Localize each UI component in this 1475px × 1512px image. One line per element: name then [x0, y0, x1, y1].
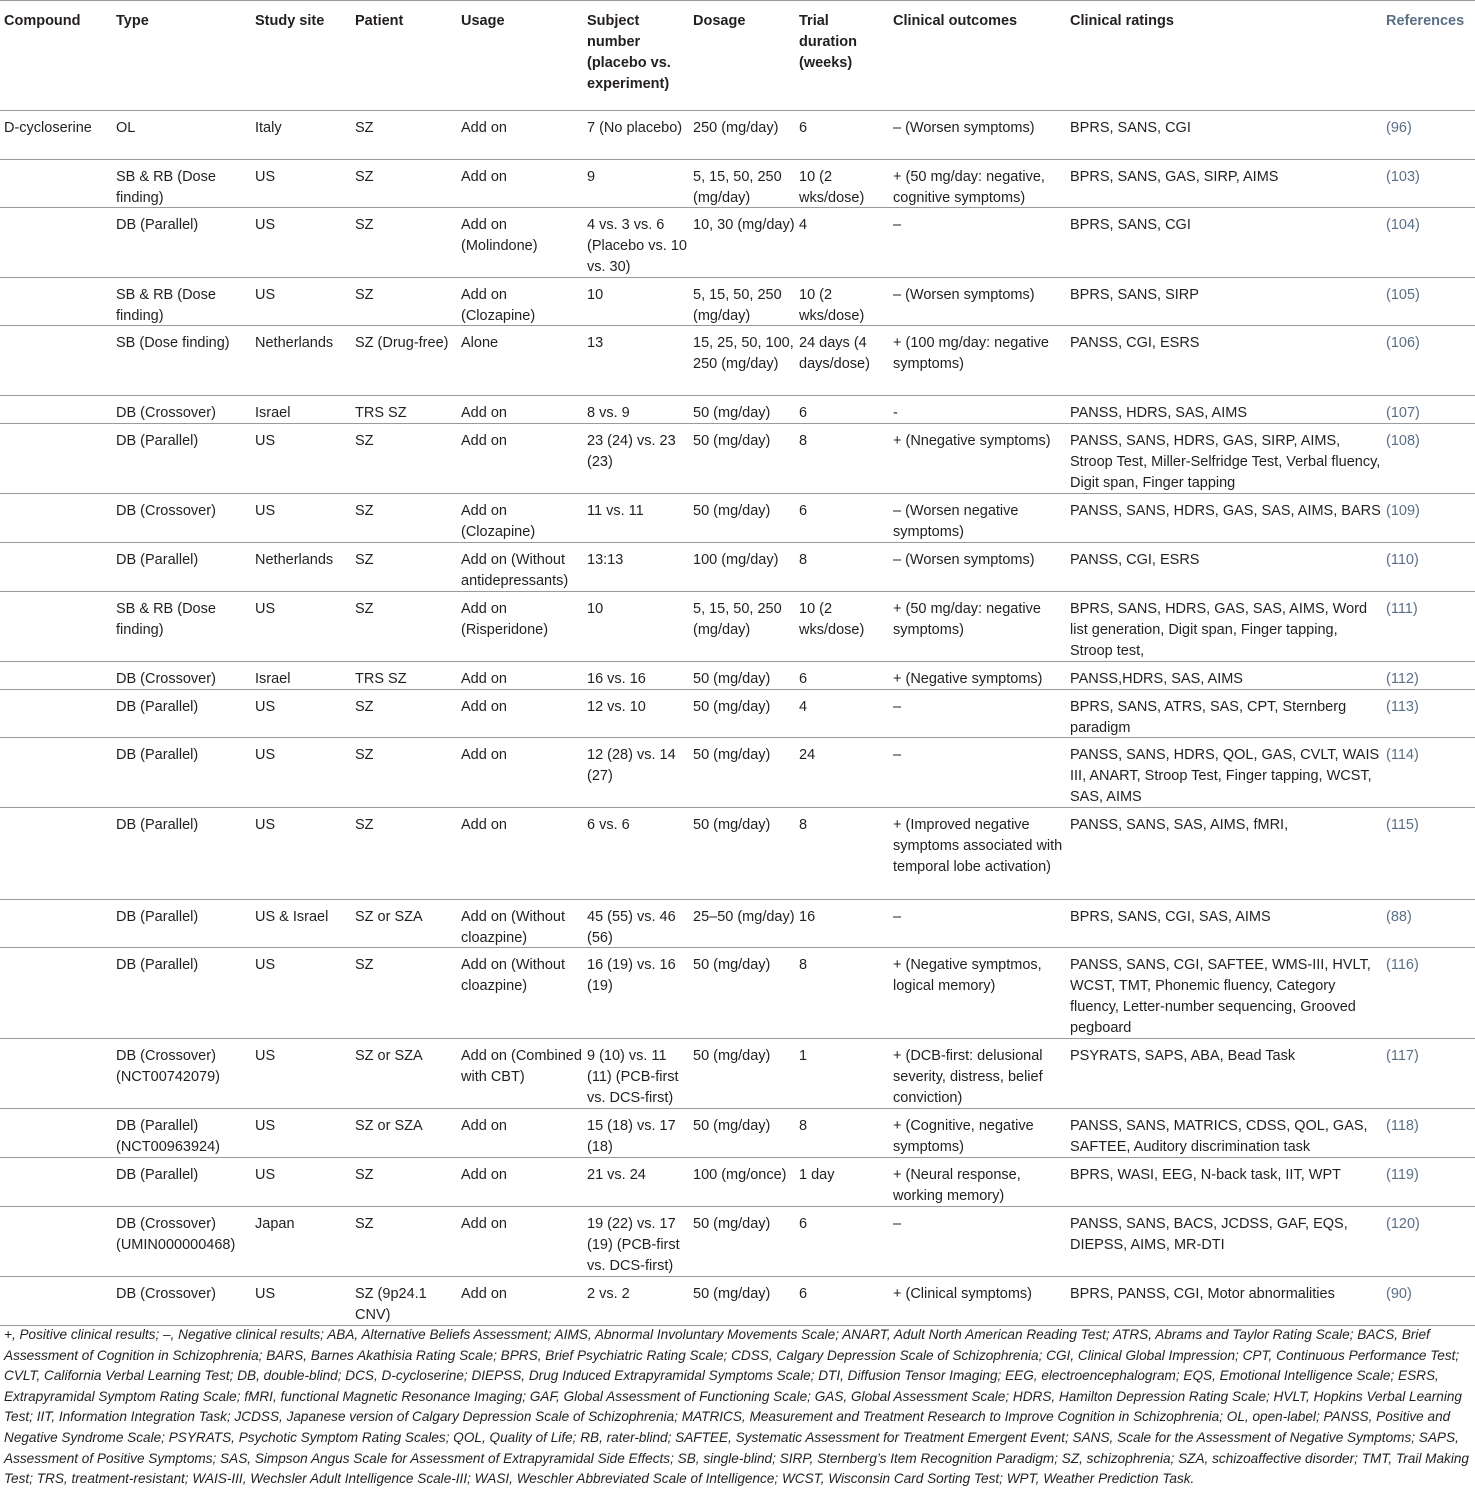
cell-clinical-ratings: BPRS, SANS, SIRP [1070, 287, 1199, 303]
cell-study-site: Israel [255, 671, 291, 687]
cell-patient: SZ [355, 169, 374, 185]
cell-type: DB (Parallel) [116, 433, 199, 449]
table-footnote: +, Positive clinical results; –, Negative clinical results; ABA, Alternative Beliefs Assessment; AIMS, Abnormal Involuntary Movements Scale; ANART, Adult North American Reading Test; ATRS, Abrams and Taylor Rating Scale; BACS, Brief Assessment of Cognition in Schizophrenia; BARS, Barnes Akathisia Rating Scale; BPRS, Brief Psychiatric Rating Scale; CDSS, Calgary Depression Scale of Schizophrenia; CGI, Clinical Global Impression; CPT, Continuous Performance Test; CVLT, California Verbal Learning Test; DB, double-blind; DCS, D-cycloserine; DIEPSS, Drug Induced Extrapyramidal Symptoms Scale; DTI, Diffusion Tensor Imaging; EEG, electroencephalogram; EQS, Emotional Intelligence Scale; ESRS, Extrapyramidal Symptom Rating Scale; fMRI, functional Magnetic Resonance Imaging; GAF, Global Assessment of Functioning Scale; GAS, Global Assessment Scale; HDRS, Hamilton Depression Rating Scale; HVLT, Hopkins Verbal Learning Test; IIT, Information Integration Task; JCDSS, Japanese version of Calgary Depression Scale of Schizophrenia; MATRICS, Measurement and Treatment Research to Improve Cognition in Schizophrenia; OL, open-label; PANSS, Positive and Negative Syndrome Scale; PSYRATS, Psychotic Symptom Rating Scales; QOL, Quality of Life; RB, rater-blind; SAFTEE, Systematic Assessment for Treatment Emergent Event; SANS, Scale for the Assessment of Negative Symptoms; SAPS, Assessment of Positive Symptoms; SAS, Simpson Angus Scale for Assessment of Extrapyramidal Side Effects; SB, single-blind; SIRP, Sternberg’s Item Recognition Paradigm; SZ, schizophrenia; SZA, schizoaffective disorder; TMT, Trail Making Test; TRS, treatment-resistant; WAIS-III, Wechsler Adult Intelligence Scale-III; WASI, Weschler Abbreviated Scale of Intelligence; WCST, Wisconsin Card Sorting Test; WPT, Weather Prediction Task. [4, 1327, 1469, 1487]
cell-study-site: US [255, 433, 276, 449]
cell-dosage: 100 (mg/once) [693, 1167, 787, 1183]
cell-dosage: 5, 15, 50, 250 (mg/day) [693, 169, 782, 206]
cell-dosage: 50 (mg/day) [693, 1118, 771, 1134]
cell-clinical-ratings: PANSS, SANS, HDRS, QOL, GAS, CVLT, WAIS III, ANART, Stroop Test, Finger tapping, WCST, SAS, AIMS [1070, 747, 1380, 805]
cell-type: DB (Parallel) (NCT00963924) [116, 1118, 220, 1155]
table-row [0, 591, 1475, 661]
cell-study-site: US [255, 1286, 276, 1302]
cell-type: DB (Parallel) [116, 552, 199, 568]
cell-type: SB & RB (Dose finding) [116, 169, 216, 206]
cell-compound: D-cycloserine [4, 120, 92, 136]
cell-subject-number: 15 (18) vs. 17 (18) [587, 1118, 676, 1155]
cell-usage: Add on [461, 405, 507, 421]
cell-trial-duration: 6 [799, 503, 808, 519]
cell-study-site: US [255, 1048, 276, 1064]
cell-patient: SZ [355, 1167, 374, 1183]
cell-clinical-outcomes: – (Worsen symptoms) [893, 120, 1035, 136]
cell-usage: Add on (Risperidone) [461, 601, 549, 638]
cell-study-site: Israel [255, 405, 291, 421]
cell-reference[interactable]: References [1386, 13, 1465, 29]
cell-trial-duration: 6 [799, 405, 808, 421]
cell-clinical-outcomes: + (DCB-first: delusional severity, distress, belief conviction) [893, 1048, 1043, 1106]
cell-reference[interactable]: (115) [1386, 817, 1419, 833]
cell-dosage: 50 (mg/day) [693, 503, 771, 519]
cell-patient: SZ [355, 503, 374, 519]
cell-patient: SZ [355, 601, 374, 617]
cell-subject-number: 6 vs. 6 [587, 817, 630, 833]
cell-study-site: US [255, 601, 276, 617]
cell-trial-duration: 8 [799, 433, 808, 449]
cell-type: DB (Parallel) [116, 957, 199, 973]
cell-reference[interactable]: (114) [1386, 747, 1419, 763]
cell-subject-number: 16 (19) vs. 16 (19) [587, 957, 676, 994]
cell-type: DB (Crossover) [116, 671, 216, 687]
cell-reference[interactable]: (104) [1386, 217, 1420, 233]
cell-study-site: US [255, 817, 276, 833]
cell-patient: SZ or SZA [355, 1048, 423, 1064]
cell-clinical-outcomes: + (Clinical symptoms) [893, 1286, 1032, 1302]
cell-reference[interactable]: (110) [1386, 552, 1419, 568]
cell-study-site: Japan [255, 1216, 295, 1232]
cell-study-site: US [255, 1167, 276, 1183]
cell-type: DB (Crossover) [116, 503, 216, 519]
table-row [0, 325, 1475, 395]
cell-clinical-outcomes: + (100 mg/day: negative symptoms) [893, 335, 1049, 372]
cell-usage: Add on [461, 169, 507, 185]
cell-usage: Add on [461, 1216, 507, 1232]
table-row [0, 947, 1475, 1038]
table-row [0, 110, 1475, 159]
cell-dosage: 10, 30 (mg/day) [693, 217, 795, 233]
cell-clinical-ratings: BPRS, PANSS, CGI, Motor abnormalities [1070, 1286, 1335, 1302]
cell-trial-duration: 10 (2 wks/dose) [799, 287, 865, 324]
cell-reference[interactable]: (107) [1386, 405, 1420, 421]
cell-trial-duration: 8 [799, 552, 808, 568]
cell-subject-number: 7 (No placebo) [587, 120, 683, 136]
cell-clinical-outcomes: – (Worsen symptoms) [893, 287, 1035, 303]
cell-type: DB (Parallel) [116, 817, 199, 833]
cell-study-site: Study site [255, 13, 325, 29]
cell-reference[interactable]: (96) [1386, 120, 1412, 136]
cell-study-site: US [255, 503, 276, 519]
cell-reference[interactable]: (113) [1386, 699, 1419, 715]
cell-usage: Add on [461, 120, 507, 136]
cell-type: DB (Parallel) [116, 217, 199, 233]
cell-trial-duration: 6 [799, 1286, 808, 1302]
cell-usage: Add on (Clozapine) [461, 503, 536, 540]
cell-trial-duration: 24 [799, 747, 816, 763]
table-row [0, 807, 1475, 899]
cell-clinical-outcomes: + (Cognitive, negative symptoms) [893, 1118, 1034, 1155]
cell-clinical-outcomes: + (Negative symptmos, logical memory) [893, 957, 1042, 994]
table-row [0, 661, 1475, 689]
cell-usage: Add on (Without cloazpine) [461, 957, 565, 994]
cell-dosage: 5, 15, 50, 250 (mg/day) [693, 601, 782, 638]
cell-study-site: US [255, 287, 276, 303]
table-row [0, 899, 1475, 947]
cell-dosage: 50 (mg/day) [693, 671, 771, 687]
cell-subject-number: 19 (22) vs. 17 (19) (PCB-first vs. DCS-first) [587, 1216, 680, 1274]
cell-patient: SZ (Drug-free) [355, 335, 449, 351]
cell-clinical-outcomes: + (Neural response, working memory) [893, 1167, 1021, 1204]
cell-type: SB & RB (Dose finding) [116, 601, 216, 638]
cell-trial-duration: 24 days (4 days/dose) [799, 335, 870, 372]
cell-usage: Add on (Clozapine) [461, 287, 536, 324]
cell-trial-duration: 1 day [799, 1167, 835, 1183]
cell-trial-duration: 8 [799, 817, 808, 833]
cell-dosage: 50 (mg/day) [693, 433, 771, 449]
cell-usage: Add on (Without antidepressants) [461, 552, 569, 589]
cell-reference[interactable]: (117) [1386, 1048, 1419, 1064]
cell-patient: SZ [355, 552, 374, 568]
cell-trial-duration: 6 [799, 671, 808, 687]
cell-usage: Add on [461, 699, 507, 715]
cell-subject-number: 13 [587, 335, 604, 351]
cell-clinical-ratings: BPRS, SANS, GAS, SIRP, AIMS [1070, 169, 1279, 185]
cell-dosage: 50 (mg/day) [693, 957, 771, 973]
cell-type: SB & RB (Dose finding) [116, 287, 216, 324]
cell-study-site: US [255, 699, 276, 715]
cell-dosage: 50 (mg/day) [693, 405, 771, 421]
cell-subject-number: 13:13 [587, 552, 624, 568]
cell-clinical-ratings: BPRS, SANS, CGI [1070, 120, 1191, 136]
cell-subject-number: 9 (10) vs. 11 (11) (PCB-first vs. DCS-first) [587, 1048, 679, 1106]
cell-subject-number: 11 vs. 11 [587, 503, 644, 519]
cell-type: DB (Parallel) [116, 909, 199, 925]
cell-study-site: US [255, 169, 276, 185]
cell-clinical-ratings: PANSS, SANS, HDRS, GAS, SAS, AIMS, BARS [1070, 503, 1381, 519]
cell-clinical-ratings: Clinical ratings [1070, 13, 1174, 29]
cell-subject-number: 4 vs. 3 vs. 6 (Placebo vs. 10 vs. 30) [587, 217, 687, 275]
cell-clinical-outcomes: - [893, 405, 898, 421]
cell-subject-number: 12 vs. 10 [587, 699, 646, 715]
cell-trial-duration: 6 [799, 120, 808, 136]
table-row [0, 159, 1475, 207]
cell-reference[interactable]: (118) [1386, 1118, 1419, 1134]
cell-usage: Add on [461, 671, 507, 687]
cell-usage: Usage [461, 13, 505, 29]
cell-clinical-outcomes: – (Worsen symptoms) [893, 552, 1035, 568]
cell-clinical-ratings: PANSS, SANS, MATRICS, CDSS, QOL, GAS, SAFTEE, Auditory discrimination task [1070, 1118, 1368, 1155]
cell-subject-number: 12 (28) vs. 14 (27) [587, 747, 676, 784]
cell-clinical-outcomes: + (Nnegative symptoms) [893, 433, 1051, 449]
cell-dosage: 5, 15, 50, 250 (mg/day) [693, 287, 782, 324]
cell-clinical-ratings: PANSS, SANS, SAS, AIMS, fMRI, [1070, 817, 1289, 833]
cell-clinical-ratings: PANSS, SANS, BACS, JCDSS, GAF, EQS, DIEPSS, AIMS, MR-DTI [1070, 1216, 1348, 1253]
table-row [0, 277, 1475, 325]
cell-reference[interactable]: (90) [1386, 1286, 1412, 1302]
table-row [0, 542, 1475, 591]
cell-patient: SZ [355, 747, 374, 763]
cell-type: Type [116, 13, 149, 29]
cell-dosage: 50 (mg/day) [693, 817, 771, 833]
cell-trial-duration: 10 (2 wks/dose) [799, 169, 865, 206]
cell-patient: SZ [355, 1216, 374, 1232]
cell-clinical-outcomes: + (50 mg/day: negative symptoms) [893, 601, 1041, 638]
cell-clinical-ratings: BPRS, SANS, HDRS, GAS, SAS, AIMS, Word list generation, Digit span, Finger tapping, Stroop test, [1070, 601, 1368, 659]
table-row [0, 423, 1475, 493]
cell-dosage: 25–50 (mg/day) [693, 909, 795, 925]
cell-usage: Add on (Without cloazpine) [461, 909, 565, 946]
cell-reference[interactable]: (116) [1386, 957, 1419, 973]
cell-patient: SZ [355, 957, 374, 973]
cell-subject-number: 21 vs. 24 [587, 1167, 646, 1183]
cell-type: DB (Parallel) [116, 747, 199, 763]
table-row [0, 1276, 1475, 1325]
cell-subject-number: Subject number (placebo vs. experiment) [587, 13, 671, 92]
cell-subject-number: 23 (24) vs. 23 (23) [587, 433, 676, 470]
cell-dosage: 250 (mg/day) [693, 120, 779, 136]
cell-usage: Add on [461, 1286, 507, 1302]
table-header-row [0, 0, 1475, 110]
cell-dosage: 50 (mg/day) [693, 747, 771, 763]
cell-trial-duration: 10 (2 wks/dose) [799, 601, 865, 638]
cell-trial-duration: 1 [799, 1048, 808, 1064]
cell-type: DB (Parallel) [116, 699, 199, 715]
cell-study-site: Netherlands [255, 552, 334, 568]
cell-dosage: 50 (mg/day) [693, 1286, 771, 1302]
cell-reference[interactable]: (103) [1386, 169, 1420, 185]
table-row [0, 1157, 1475, 1206]
cell-usage: Alone [461, 335, 499, 351]
cell-patient: SZ [355, 433, 374, 449]
cell-dosage: 50 (mg/day) [693, 699, 771, 715]
cell-subject-number: 2 vs. 2 [587, 1286, 630, 1302]
cell-clinical-outcomes: – [893, 1216, 902, 1232]
cell-study-site: US [255, 957, 276, 973]
cell-reference[interactable]: (112) [1386, 671, 1419, 687]
cell-subject-number: 8 vs. 9 [587, 405, 630, 421]
cell-dosage: 50 (mg/day) [693, 1216, 771, 1232]
cell-subject-number: 10 [587, 287, 604, 303]
cell-study-site: US [255, 1118, 276, 1134]
cell-reference[interactable]: (106) [1386, 335, 1420, 351]
cell-clinical-ratings: PANSS, HDRS, SAS, AIMS [1070, 405, 1248, 421]
cell-dosage: 100 (mg/day) [693, 552, 779, 568]
cell-reference[interactable]: (111) [1386, 601, 1418, 617]
cell-clinical-ratings: PANSS, SANS, CGI, SAFTEE, WMS-III, HVLT, WCST, TMT, Phonemic fluency, Category fluency, Letter-number sequencing, Grooved pegboard [1070, 957, 1371, 1036]
cell-clinical-outcomes: – [893, 747, 902, 763]
table-row [0, 395, 1475, 423]
cell-study-site: US & Israel [255, 909, 329, 925]
cell-reference[interactable]: (88) [1386, 909, 1412, 925]
cell-clinical-outcomes: + (50 mg/day: negative, cognitive symptoms) [893, 169, 1045, 206]
cell-trial-duration: 8 [799, 1118, 808, 1134]
cell-usage: Add on [461, 1167, 507, 1183]
cell-study-site: Italy [255, 120, 282, 136]
table-row [0, 1038, 1475, 1108]
cell-clinical-outcomes: – (Worsen negative symptoms) [893, 503, 1019, 540]
cell-patient: Patient [355, 13, 404, 29]
cell-patient: SZ or SZA [355, 1118, 423, 1134]
cell-reference[interactable]: (105) [1386, 287, 1420, 303]
cell-clinical-ratings: BPRS, WASI, EEG, N-back task, IIT, WPT [1070, 1167, 1341, 1183]
cell-patient: SZ (9p24.1 CNV) [355, 1286, 427, 1323]
cell-type: SB (Dose finding) [116, 335, 230, 351]
cell-clinical-ratings: BPRS, SANS, CGI, SAS, AIMS [1070, 909, 1271, 925]
cell-clinical-outcomes: – [893, 699, 902, 715]
cell-usage: Add on (Molindone) [461, 217, 538, 254]
cell-patient: SZ [355, 817, 374, 833]
table-row [0, 1108, 1475, 1157]
cell-study-site: US [255, 747, 276, 763]
table-row [0, 207, 1475, 277]
cell-reference[interactable]: (119) [1386, 1167, 1419, 1183]
cell-subject-number: 9 [587, 169, 596, 185]
cell-study-site: Netherlands [255, 335, 334, 351]
cell-trial-duration: 16 [799, 909, 816, 925]
cell-usage: Add on [461, 433, 507, 449]
cell-clinical-ratings: PANSS, SANS, HDRS, GAS, SIRP, AIMS, Stroop Test, Miller-Selfridge Test, Verbal fluency, Digit span, Finger tapping [1070, 433, 1381, 491]
cell-subject-number: 45 (55) vs. 46 (56) [587, 909, 676, 946]
cell-patient: SZ [355, 217, 374, 233]
cell-compound: Compound [4, 13, 81, 29]
cell-dosage: Dosage [693, 13, 746, 29]
cell-usage: Add on [461, 747, 507, 763]
cell-type: DB (Parallel) [116, 1167, 199, 1183]
cell-dosage: 15, 25, 50, 100, 250 (mg/day) [693, 335, 794, 372]
table-row [0, 493, 1475, 542]
cell-patient: SZ [355, 120, 374, 136]
cell-trial-duration: 4 [799, 217, 808, 233]
table-row [0, 1206, 1475, 1276]
cell-trial-duration: 4 [799, 699, 808, 715]
cell-clinical-ratings: PSYRATS, SAPS, ABA, Bead Task [1070, 1048, 1296, 1064]
cell-usage: Add on (Combined with CBT) [461, 1048, 582, 1085]
cell-type: DB (Crossover) (UMIN000000468) [116, 1216, 236, 1253]
cell-reference[interactable]: (109) [1386, 503, 1420, 519]
cell-patient: SZ [355, 699, 374, 715]
cell-clinical-ratings: BPRS, SANS, ATRS, SAS, CPT, Sternberg paradigm [1070, 699, 1347, 736]
cell-clinical-outcomes: – [893, 909, 902, 925]
cell-usage: Add on [461, 1118, 507, 1134]
cell-study-site: US [255, 217, 276, 233]
cell-usage: Add on [461, 817, 507, 833]
cell-patient: TRS SZ [355, 405, 407, 421]
cell-clinical-ratings: PANSS,HDRS, SAS, AIMS [1070, 671, 1243, 687]
cell-type: DB (Crossover) [116, 405, 216, 421]
cell-trial-duration: 8 [799, 957, 808, 973]
cell-patient: SZ [355, 287, 374, 303]
cell-trial-duration: Trial duration (weeks) [799, 13, 857, 71]
cell-subject-number: 16 vs. 16 [587, 671, 646, 687]
cell-clinical-ratings: PANSS, CGI, ESRS [1070, 552, 1200, 568]
cell-type: DB (Crossover) [116, 1286, 216, 1302]
table-row [0, 689, 1475, 737]
cell-dosage: 50 (mg/day) [693, 1048, 771, 1064]
cell-reference[interactable]: (120) [1386, 1216, 1420, 1232]
cell-clinical-outcomes: + (Negative symptoms) [893, 671, 1043, 687]
cell-clinical-outcomes: + (Improved negative symptoms associated with temporal lobe activation) [893, 817, 1063, 875]
cell-trial-duration: 6 [799, 1216, 808, 1232]
cell-type: OL [116, 120, 136, 136]
cell-clinical-ratings: PANSS, CGI, ESRS [1070, 335, 1200, 351]
cell-patient: SZ or SZA [355, 909, 423, 925]
table-row [0, 737, 1475, 807]
cell-clinical-outcomes: Clinical outcomes [893, 13, 1018, 29]
cell-clinical-outcomes: – [893, 217, 902, 233]
cell-subject-number: 10 [587, 601, 604, 617]
cell-type: DB (Crossover) (NCT00742079) [116, 1048, 220, 1085]
cell-reference[interactable]: (108) [1386, 433, 1420, 449]
cell-clinical-ratings: BPRS, SANS, CGI [1070, 217, 1191, 233]
cell-patient: TRS SZ [355, 671, 407, 687]
